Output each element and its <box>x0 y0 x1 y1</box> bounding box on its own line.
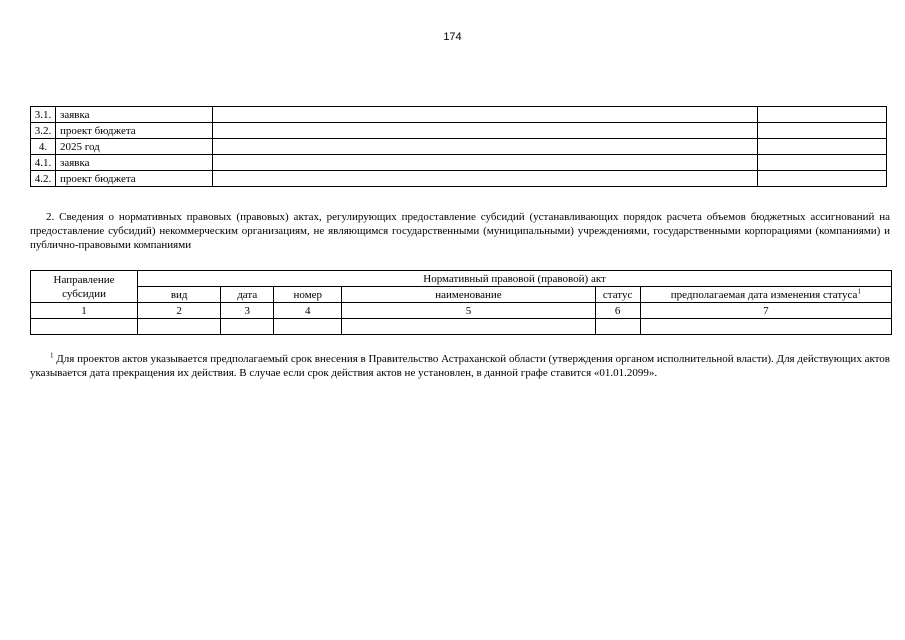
row-name: проект бюджета <box>56 171 213 187</box>
budget-request-table <box>30 106 887 187</box>
table-cell <box>213 155 758 171</box>
table-cell <box>758 171 887 187</box>
footnote-mark-ref: 1 <box>857 286 861 295</box>
header-direction: Направление субсидии <box>31 271 138 303</box>
table-cell <box>342 319 595 335</box>
column-number: 7 <box>640 303 891 319</box>
page-number: 174 <box>443 31 462 43</box>
table-cell <box>221 319 274 335</box>
column-number: 1 <box>31 303 138 319</box>
header-name: наименование <box>342 287 595 303</box>
row-name: проект бюджета <box>56 123 213 139</box>
header-planned-date-label: предполагаемая дата изменения статуса <box>670 288 858 301</box>
table-row <box>31 171 887 187</box>
row-number: 4.2. <box>31 171 56 187</box>
header-date: дата <box>221 287 274 303</box>
column-number: 3 <box>221 303 274 319</box>
row-number: 3.1. <box>31 107 56 123</box>
table-cell <box>274 319 342 335</box>
table-cell <box>758 123 887 139</box>
section-2-paragraph: 2. Сведения о нормативных правовых (правовых) актах, регулирующих предоставление субсидий (устанавливающих порядок расчета объемов бюджетных ассигнований на предоставление субсидий) некоммерческим организациям, не являющимся государственными (муниципальными) учреждениями, государственными корпорациями (компаниями) и публично-правовыми компаниями <box>30 211 890 251</box>
header-number: номер <box>274 287 342 303</box>
normative-acts-table <box>30 270 892 335</box>
table-cell <box>213 139 758 155</box>
table-cell <box>758 155 887 171</box>
footnote <box>30 352 890 380</box>
table-cell <box>213 107 758 123</box>
row-number: 4.1. <box>31 155 56 171</box>
table-row <box>31 139 887 155</box>
table-cell <box>595 319 640 335</box>
table-cell <box>213 123 758 139</box>
footnote-mark: 1 <box>50 351 54 360</box>
table-cell <box>640 319 891 335</box>
header-status: статус <box>595 287 640 303</box>
column-number: 2 <box>138 303 221 319</box>
table-cell <box>213 171 758 187</box>
row-name: заявка <box>56 155 213 171</box>
column-number: 5 <box>342 303 595 319</box>
row-name: 2025 год <box>56 139 213 155</box>
row-name: заявка <box>56 107 213 123</box>
header-act: Нормативный правовой (правовой) акт <box>138 271 892 287</box>
footnote-text: Для проектов актов указывается предполагаемый срок внесения в Правительство Астраханской области (утверждения органом исполнительной власти). Для действующих актов указывается дата прекращения их действия. В случае если срок действия актов не установлен, в данной графе ставится «01.01.2099». <box>30 353 891 379</box>
table-cell <box>31 319 138 335</box>
row-number: 3.2. <box>31 123 56 139</box>
table-row <box>31 107 887 123</box>
table-row <box>31 155 887 171</box>
header-planned-date <box>640 287 891 303</box>
column-number: 6 <box>595 303 640 319</box>
table-cell <box>138 319 221 335</box>
table-cell <box>758 139 887 155</box>
row-number: 4. <box>31 139 56 155</box>
column-number: 4 <box>274 303 342 319</box>
table-row-empty <box>31 319 892 335</box>
table-cell <box>758 107 887 123</box>
header-vid: вид <box>138 287 221 303</box>
table-row <box>31 123 887 139</box>
column-numbers-row <box>31 303 892 319</box>
